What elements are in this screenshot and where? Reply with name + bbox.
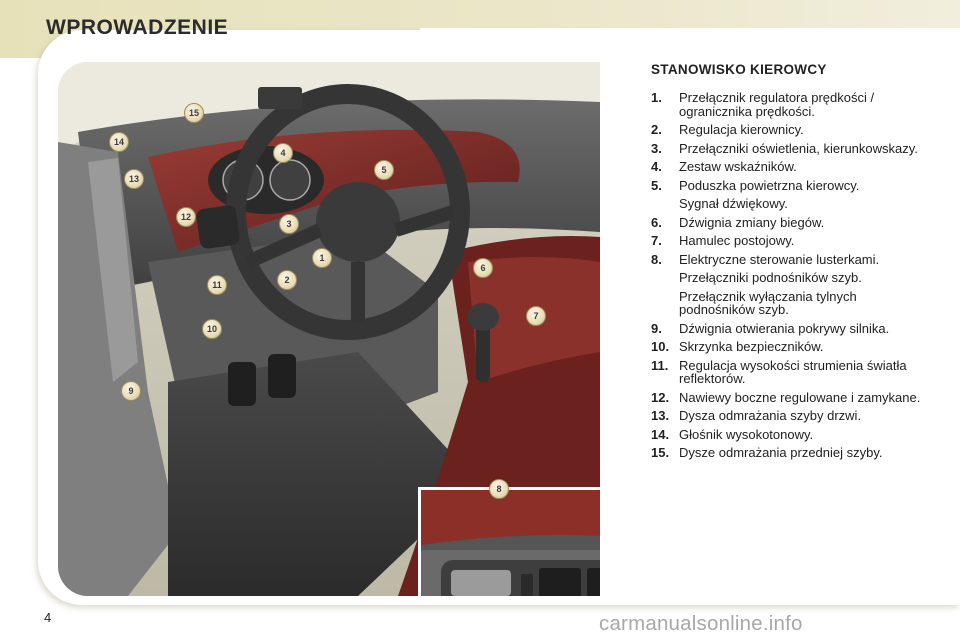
legend-item-text: Głośnik wysokotonowy. <box>679 426 814 442</box>
callout-14: 14 <box>109 132 129 152</box>
legend-item-number: 1. <box>651 90 662 105</box>
callout-8: 8 <box>489 479 509 499</box>
legend-item-text: Hamulec postojowy. <box>679 233 795 248</box>
callout-11: 11 <box>207 275 227 295</box>
callout-1: 1 <box>312 248 332 268</box>
callout-10: 10 <box>202 319 222 339</box>
legend-item-text: Dźwignia otwierania pokrywy silnika. <box>679 320 890 336</box>
callout-5: 5 <box>374 160 394 180</box>
legend-item <box>651 359 921 386</box>
legend-item-number: 12. <box>651 389 670 405</box>
legend-item-number: 9. <box>651 320 662 336</box>
legend-item <box>651 322 921 336</box>
page-number: 4 <box>44 610 52 625</box>
legend-item-number: 14. <box>651 426 670 442</box>
legend-item <box>651 123 921 137</box>
legend-item-text: Dźwignia zmiany biegów. <box>679 214 825 230</box>
legend-item <box>651 253 921 267</box>
legend-item-text: Elektryczne sterowanie lusterkami. <box>679 251 880 267</box>
legend-item <box>651 428 921 442</box>
legend-item-number: 4. <box>651 159 662 174</box>
legend-item-number: 10. <box>651 339 670 354</box>
legend-item-text: Skrzynka bezpieczników. <box>679 339 824 354</box>
callout-6: 6 <box>473 258 493 278</box>
page-title: WPROWADZENIE <box>46 16 229 39</box>
window-switch-inset <box>418 487 600 596</box>
legend-item <box>651 391 921 405</box>
legend-item <box>651 446 921 460</box>
callout-12: 12 <box>176 207 196 227</box>
legend-item <box>651 142 921 156</box>
legend-item-text: Dysza odmrażania szyby drzwi. <box>679 408 862 423</box>
legend-item <box>651 160 921 174</box>
legend-item-text: Nawiewy boczne regulowane i zamykane. <box>679 389 921 405</box>
legend-item-text: Przełącznik regulatora prędkości / ogranicznika prędkości. <box>679 90 875 119</box>
section-title: STANOWISKO KIEROWCY <box>651 62 827 77</box>
legend-item-number: 8. <box>651 251 662 267</box>
legend-item <box>651 340 921 354</box>
legend-items <box>651 91 921 460</box>
legend-item-text: Poduszka powietrzna kierowcy. <box>679 177 860 193</box>
legend-item-text: Przełączniki oświetlenia, kierunkowskazy. <box>679 140 918 156</box>
legend-item <box>651 91 921 118</box>
legend-item-number: 7. <box>651 233 662 248</box>
legend-item <box>651 216 921 230</box>
legend-item-text: Regulacja wysokości strumienia światła reflektorów. <box>679 357 907 386</box>
cockpit-illustration <box>58 62 600 596</box>
legend-item <box>651 179 921 193</box>
callout-3: 3 <box>279 214 299 234</box>
legend-item-number: 15. <box>651 445 670 460</box>
legend-item-subtext: Przełącznik wyłączania tylnych podnośników szyb. <box>679 288 857 317</box>
legend-list <box>651 62 921 465</box>
legend-item-number: 5. <box>651 177 662 193</box>
legend-item <box>651 409 921 423</box>
legend-item-text: Regulacja kierownicy. <box>679 122 804 137</box>
legend-item-text: Zestaw wskaźników. <box>679 159 797 174</box>
window-switch-drawing <box>421 490 600 596</box>
callout-2: 2 <box>277 270 297 290</box>
legend-item-subtext: Przełączniki podnośników szyb. <box>679 270 862 285</box>
legend-item-subtext: Sygnał dźwiękowy. <box>679 196 788 211</box>
callout-4: 4 <box>273 143 293 163</box>
callout-7: 7 <box>526 306 546 326</box>
legend-item-number: 6. <box>651 214 662 230</box>
watermark: carmanualsonline.info <box>599 612 803 635</box>
legend-item-number: 11. <box>651 357 669 373</box>
header-band-cut <box>420 28 960 58</box>
callout-9: 9 <box>121 381 141 401</box>
legend-item-number: 3. <box>651 140 662 156</box>
callout-13: 13 <box>124 169 144 189</box>
legend-item-number: 13. <box>651 408 670 423</box>
legend-item-text: Dysze odmrażania przedniej szyby. <box>679 445 883 460</box>
legend-item-number: 2. <box>651 122 662 137</box>
callout-15: 15 <box>184 103 204 123</box>
legend-item <box>651 234 921 248</box>
